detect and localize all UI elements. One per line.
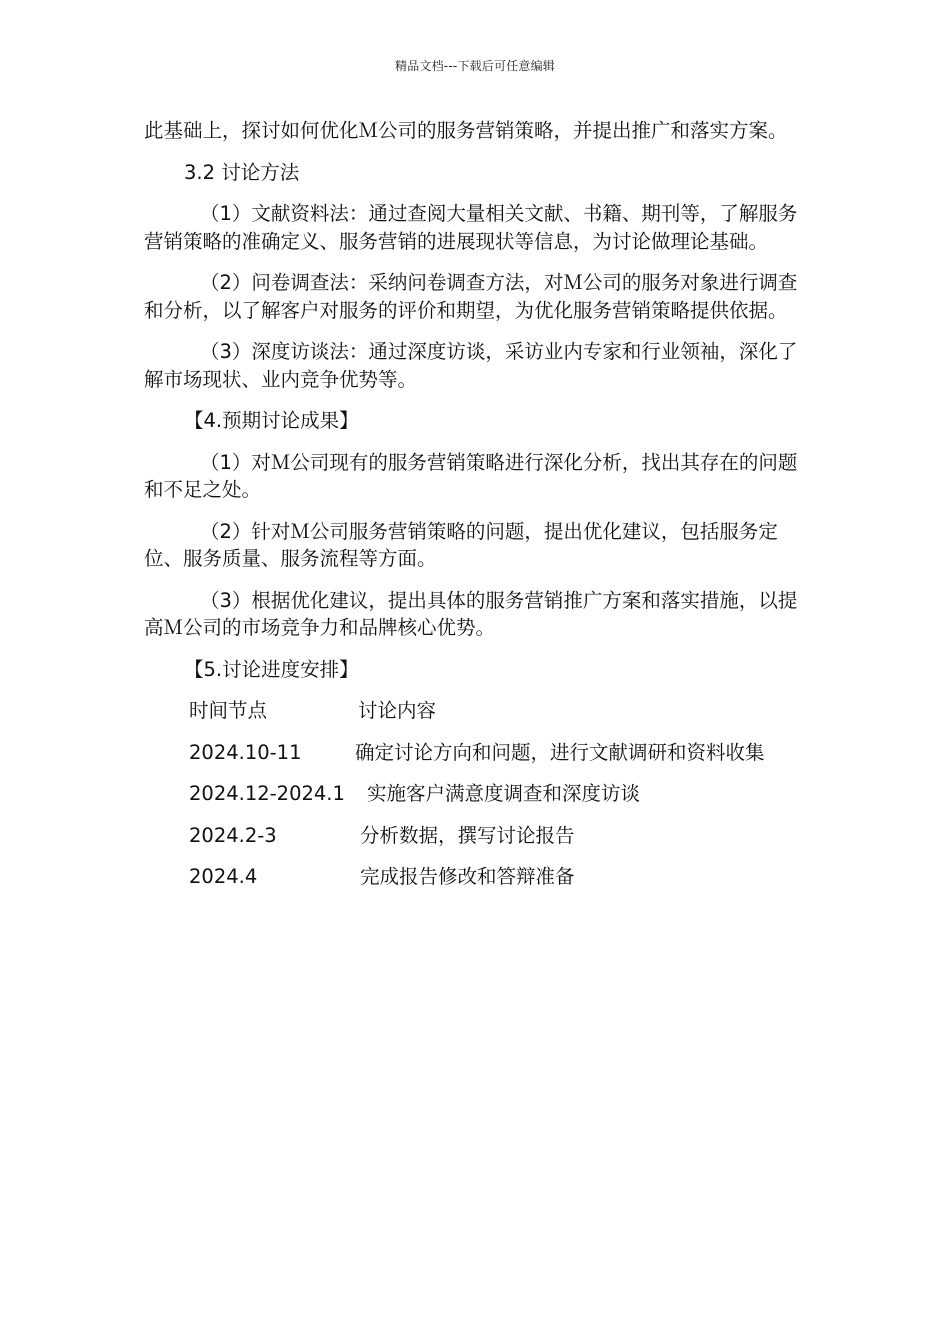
schedule-time: 2024.4: [189, 865, 258, 888]
schedule-content: 实施客户满意度调查和深度访谈: [367, 782, 641, 805]
schedule-time: 2024.12-2024.1: [189, 782, 345, 805]
method-questionnaire: （2）问卷调查法：采纳问卷调查方法，对Ｍ公司的服务对象进行调查和分析，以了解客户对服务的评价和期望，为优化服务营销策略提供依据。: [144, 271, 798, 322]
schedule-row: [189, 780, 810, 808]
result-analysis: （1）对Ｍ公司现有的服务营销策略进行深化分析，找出其存在的问题和不足之处。: [144, 450, 798, 501]
schedule-table: [189, 697, 810, 891]
result-suggestions: （2）针对Ｍ公司服务营销策略的问题，提出优化建议，包括服务定位、服务质量、服务流程等方面。: [144, 519, 778, 570]
section-heading-methods: 3.2 讨论方法: [184, 160, 300, 184]
result-promotion-plan: （3）根据优化建议，提出具体的服务营销推广方案和落实措施，以提高Ｍ公司的市场竞争力和品牌核心优势。: [144, 588, 798, 639]
section-heading-schedule: 【5.讨论进度安排】: [184, 657, 359, 681]
paragraph-intro-continuation: 此基础上，探讨如何优化Ｍ公司的服务营销策略，并提出推广和落实方案。: [144, 119, 788, 142]
document-body: [144, 117, 810, 905]
schedule-content: 确定讨论方向和问题，进行文献调研和资料收集: [355, 740, 765, 764]
schedule-time: 2024.2-3: [189, 823, 277, 847]
schedule-header-row: [189, 697, 810, 725]
schedule-time: 2024.10-11: [189, 740, 302, 764]
schedule-content: 完成报告修改和答辩准备: [360, 865, 575, 888]
schedule-row: [189, 822, 810, 850]
method-literature: （1）文献资料法：通过查阅大量相关文献、书籍、期刊等，了解服务营销策略的准确定义、服务营销的进展现状等信息，为讨论做理论基础。: [144, 202, 798, 253]
schedule-time-header: 时间节点: [189, 699, 268, 722]
method-interview: （3）深度访谈法：通过深度访谈，采访业内专家和行业领袖，深化了解市场现状、业内竞争优势等。: [144, 340, 798, 391]
section-heading-expected-results: 【4.预期讨论成果】: [184, 409, 359, 432]
schedule-row: [189, 739, 810, 767]
schedule-content-header: 讨论内容: [358, 699, 437, 722]
schedule-content: 分析数据，撰写讨论报告: [360, 823, 575, 847]
page-header: 精品文档---下载后可任意编辑: [395, 59, 555, 73]
schedule-row: [189, 863, 810, 891]
